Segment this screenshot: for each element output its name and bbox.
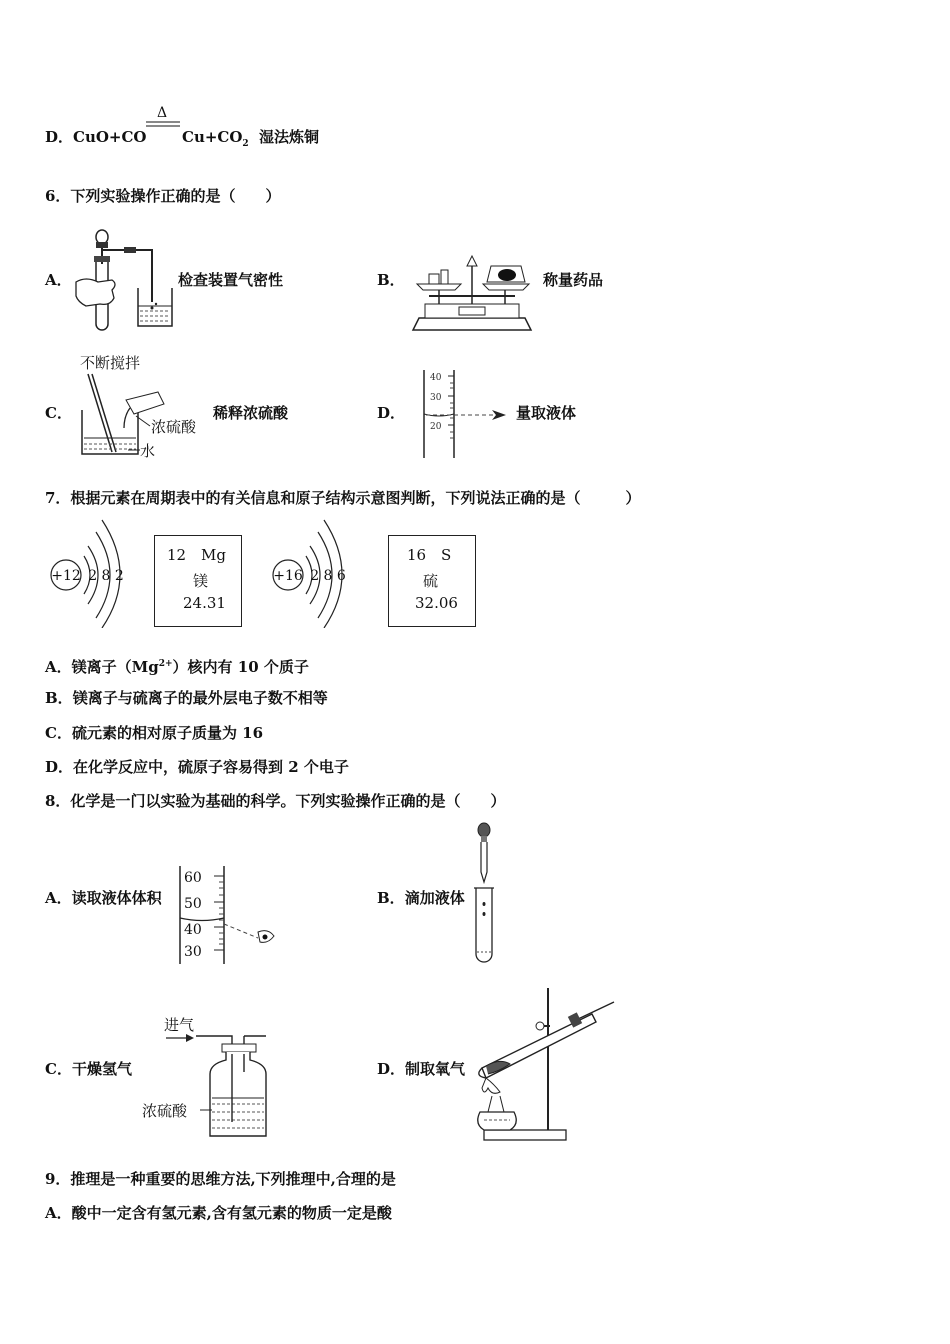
mg-symbol: Mg xyxy=(201,546,226,564)
q6-b-label: 称量药品 xyxy=(543,271,604,289)
q8-d-letter: D． xyxy=(377,1060,406,1078)
q7-d-letter: D． xyxy=(45,758,74,776)
q6-c-label: 稀释浓硫酸 xyxy=(213,404,289,422)
s-element-card xyxy=(388,535,476,627)
mg-element-card xyxy=(154,535,242,627)
q8-stem: 8．化学是一门以实验为基础的科学。下列实验操作正确的是（ ） xyxy=(45,792,506,810)
q8-a-letter: A． xyxy=(45,889,72,907)
q7-stem: 7．根据元素在周期表中的有关信息和原子结构示意图判断，下列说法正确的是（ ） xyxy=(45,489,641,507)
mg-name: 镁 xyxy=(193,572,209,590)
q7-option-b xyxy=(45,689,328,707)
q8-b xyxy=(377,889,465,907)
q5-cu-co: Cu+CO xyxy=(182,128,243,146)
q7-a-post: ）核内有 10 个质子 xyxy=(172,658,309,676)
q6-a-label: 检查装置气密性 xyxy=(178,271,284,289)
q8-c xyxy=(45,1060,132,1078)
s-atom-diagram xyxy=(268,516,358,628)
cylinder-figure-2 xyxy=(176,862,280,966)
q7-b-letter: B． xyxy=(45,689,73,707)
q5-option-d-left: CuO+CO xyxy=(73,128,147,146)
q7-d-text: 在化学反应中，硫原子容易得到 2 个电子 xyxy=(73,758,349,776)
mg-mass: 24.31 xyxy=(183,594,226,612)
mg-number: 12 xyxy=(167,546,187,564)
q5-option-d xyxy=(45,128,147,146)
q7-b-text: 镁离子与硫离子的最外层电子数不相等 xyxy=(72,689,328,707)
mg-shells: 2 8 2 xyxy=(88,568,124,584)
reaction-double-line xyxy=(146,120,180,128)
q6-b-letter: B． xyxy=(377,271,405,289)
tick-50: 50 xyxy=(184,896,202,912)
acid-text: 浓硫酸 xyxy=(151,418,197,436)
tick-40: 40 xyxy=(430,373,442,383)
q6-d-letter: D． xyxy=(377,404,406,422)
s-shells: 2 8 6 xyxy=(310,568,346,584)
q7-option-c xyxy=(45,724,263,742)
q8-a-label: 读取液体体积 xyxy=(71,889,162,907)
tick-40b: 40 xyxy=(184,922,202,938)
stir-text: 不断搅拌 xyxy=(80,354,141,372)
q5-option-d-right xyxy=(182,128,249,153)
tick-30: 30 xyxy=(430,393,442,403)
airtightness-figure xyxy=(72,226,178,334)
q9-option-a: A．酸中一定含有氢元素,含有氢元素的物质一定是酸 xyxy=(45,1204,392,1222)
q5-condition: Δ xyxy=(157,105,168,121)
mg-atom-diagram xyxy=(46,516,136,628)
acid-text-2: 浓硫酸 xyxy=(142,1102,188,1120)
q6-a-letter: A． xyxy=(45,271,72,289)
q8-b-label: 滴加液体 xyxy=(404,889,465,907)
q9-stem: 9．推理是一种重要的思维方法,下列推理中,合理的是 xyxy=(45,1170,396,1188)
gas-in-text: 进气 xyxy=(164,1016,195,1034)
q8-c-letter: C． xyxy=(45,1060,72,1078)
q6-c-letter: C． xyxy=(45,404,72,422)
dilution-figure xyxy=(78,352,214,462)
q6-d-label: 量取液体 xyxy=(516,404,577,422)
q5-sub: 2 xyxy=(242,139,249,149)
q7-a-sup: 2+ xyxy=(158,659,173,669)
cylinder-figure-1 xyxy=(418,368,518,460)
q6-stem: 6．下列实验操作正确的是（ ） xyxy=(45,187,281,205)
balance-figure xyxy=(407,250,537,332)
q7-a-letter: A． xyxy=(45,658,72,676)
oxygen-prep-figure xyxy=(470,984,618,1144)
q7-option-a xyxy=(45,655,309,676)
q7-c-letter: C． xyxy=(45,724,72,742)
s-number: 16 xyxy=(407,546,427,564)
q5-option-d-letter: D． xyxy=(45,128,74,146)
tick-20: 20 xyxy=(430,422,442,432)
q7-option-d xyxy=(45,758,349,776)
dropper-figure xyxy=(472,822,498,966)
s-name: 硫 xyxy=(423,572,439,590)
mg-nucleus: +12 xyxy=(51,568,81,584)
q7-c-text: 硫元素的相对原子质量为 16 xyxy=(71,724,264,742)
gas-washing-figure xyxy=(140,1012,270,1144)
s-symbol: S xyxy=(441,546,452,564)
tick-30b: 30 xyxy=(184,944,202,960)
q8-b-letter: B． xyxy=(377,889,405,907)
s-nucleus: +16 xyxy=(273,568,303,584)
q8-d-label: 制取氧气 xyxy=(405,1060,466,1078)
q8-d xyxy=(377,1060,465,1078)
q7-a-pre: 镁离子（Mg xyxy=(71,658,159,676)
water-text: 水 xyxy=(140,442,156,460)
q8-a xyxy=(45,889,162,907)
q5-option-d-label: 湿法炼铜 xyxy=(259,128,320,146)
s-mass: 32.06 xyxy=(415,594,458,612)
q8-c-label: 干燥氢气 xyxy=(71,1060,132,1078)
tick-60: 60 xyxy=(184,870,202,886)
